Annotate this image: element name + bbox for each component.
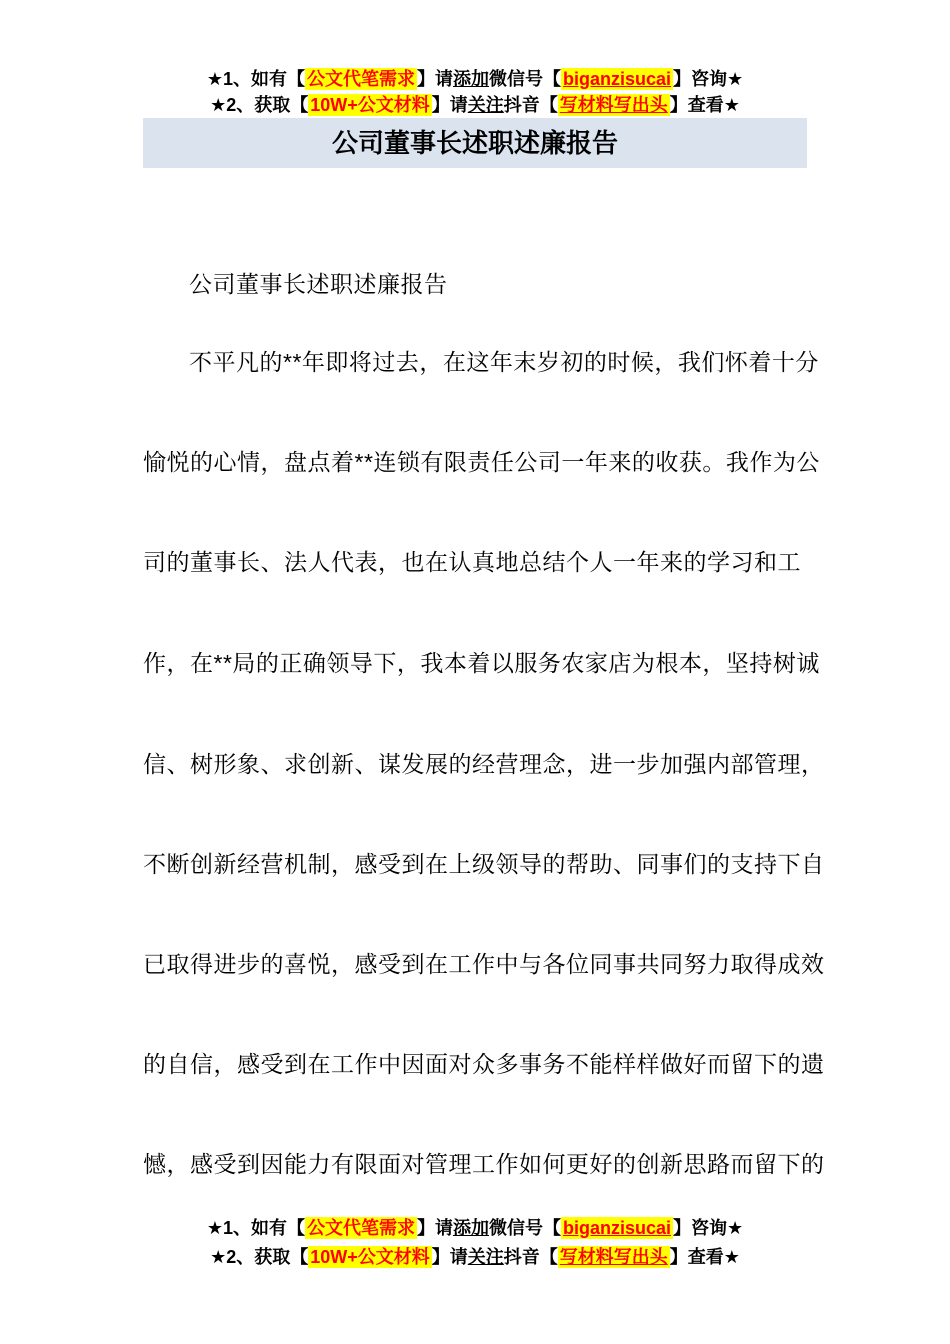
body-line: 作，在**局的正确领导下，我本着以服务农家店为根本，坚持树诚 bbox=[143, 650, 820, 676]
promo-highlight-writing-service: 公文代笔需求 bbox=[306, 69, 415, 89]
promo-highlight-materials: 10W+公文材料 bbox=[310, 95, 430, 115]
promo-text: 微信号【 bbox=[488, 69, 561, 89]
body-line: 信、树形象、求创新、谋发展的经营理念，进一步加强内部管理， bbox=[143, 751, 825, 777]
promo-text: 】查看★ bbox=[669, 1247, 740, 1267]
promo-text: 】请 bbox=[416, 1218, 453, 1238]
promo-highlight-wechat-id: biganzisucai bbox=[562, 69, 672, 89]
document-title: 公司董事长述职述廉报告 bbox=[331, 128, 618, 158]
body-line: 不平凡的**年即将过去，在这年末岁初的时候，我们怀着十分 bbox=[189, 349, 819, 375]
promo-underlined-add: 添加 bbox=[452, 1218, 489, 1238]
promo-highlight-douyin-id: 写材料写出头 bbox=[559, 1247, 668, 1267]
promo-highlight-wechat-id: biganzisucai bbox=[562, 1218, 672, 1238]
document-title-bar bbox=[143, 118, 807, 168]
promo-banner-top-line-2 bbox=[0, 92, 950, 118]
body-line: 不断创新经营机制，感受到在上级领导的帮助、同事们的支持下自 bbox=[143, 851, 825, 877]
body-line: 愉悦的心情，盘点着**连锁有限责任公司一年来的收获。我作为公 bbox=[143, 449, 820, 475]
promo-highlight-materials: 10W+公文材料 bbox=[310, 1247, 430, 1267]
promo-text: 】查看★ bbox=[669, 95, 740, 115]
body-line: 公司董事长述职述廉报告 bbox=[189, 271, 448, 297]
promo-highlight-douyin-id: 写材料写出头 bbox=[559, 95, 668, 115]
promo-banner-bottom-line-1 bbox=[0, 1214, 950, 1243]
promo-underlined-follow: 关注 bbox=[467, 1247, 504, 1267]
promo-text: 抖音【 bbox=[503, 95, 558, 115]
promo-text: 抖音【 bbox=[503, 1247, 558, 1267]
promo-banner-top-line-1 bbox=[0, 66, 950, 92]
promo-text: ★1、如有【 bbox=[206, 69, 305, 89]
body-line: 司的董事长、法人代表，也在认真地总结个人一年来的学习和工 bbox=[143, 549, 801, 575]
promo-banner-top bbox=[0, 66, 950, 118]
promo-underlined-add: 添加 bbox=[452, 69, 489, 89]
promo-text: ★2、获取【 bbox=[210, 1247, 309, 1267]
promo-text: 】咨询★ bbox=[673, 69, 744, 89]
body-line: 的自信，感受到在工作中因面对众多事务不能样样做好而留下的遗 bbox=[143, 1051, 825, 1077]
promo-text: 】请 bbox=[431, 1247, 468, 1267]
promo-banner-bottom-line-2 bbox=[0, 1243, 950, 1272]
body-line: 已取得进步的喜悦，感受到在工作中与各位同事共同努力取得成效 bbox=[143, 951, 825, 977]
promo-banner-bottom bbox=[0, 1214, 950, 1272]
promo-text: ★1、如有【 bbox=[206, 1218, 305, 1238]
promo-underlined-follow: 关注 bbox=[467, 95, 504, 115]
body-line: 憾，感受到因能力有限面对管理工作如何更好的创新思路而留下的 bbox=[143, 1151, 825, 1177]
promo-text: 】请 bbox=[416, 69, 453, 89]
promo-highlight-writing-service: 公文代笔需求 bbox=[306, 1218, 415, 1238]
promo-text: ★2、获取【 bbox=[210, 95, 309, 115]
promo-text: 微信号【 bbox=[488, 1218, 561, 1238]
promo-text: 】咨询★ bbox=[673, 1218, 744, 1238]
promo-text: 】请 bbox=[431, 95, 468, 115]
